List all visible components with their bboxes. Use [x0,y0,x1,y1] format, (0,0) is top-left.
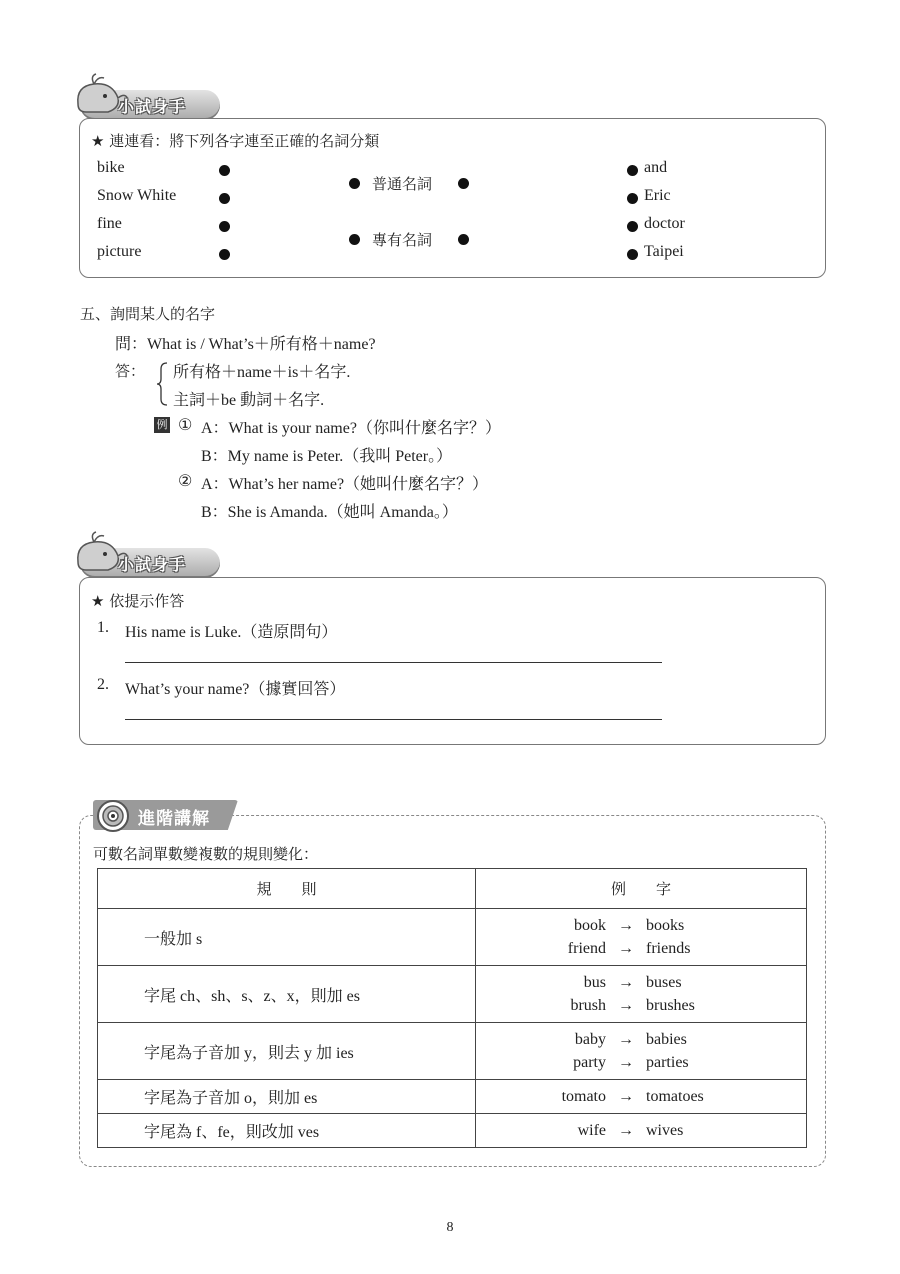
example-1-line-a: A：What is your name?（你叫什麼名字？） [201,420,501,437]
answer-brace [155,361,169,407]
example-cell [476,966,807,1023]
page-number: 8 [446,1220,454,1235]
singular-word: bus [583,974,606,991]
match-dot-left-1[interactable] [219,165,230,176]
category-common-noun: 普通名詞 [372,175,433,193]
matching-instruction: ★ 連連看：將下列各字連至正確的名詞分類 [91,132,380,150]
left-word-1: bike [97,159,125,176]
arrow-icon: → [618,974,634,991]
rule-cell: 字尾為子音加 o，則加 es [98,1080,476,1114]
left-word-3: fine [97,215,122,232]
arrow-icon: → [618,1122,634,1139]
answer-pattern-2: 主詞＋be 動詞＋名字. [173,392,325,409]
answer-line-1[interactable] [125,662,662,663]
table-row [98,1023,807,1080]
plural-word: books [646,917,685,934]
answer-label: 答： [115,362,146,380]
arrow-icon: → [618,1031,634,1048]
example-2-line-b: B：She is Amanda.（她叫 Amanda。） [201,504,458,521]
left-word-2: Snow White [97,187,177,204]
answer-line-2[interactable] [125,719,662,720]
singular-word: tomato [561,1088,606,1105]
table-row [98,909,807,966]
match-dot-left-2[interactable] [219,193,230,204]
example-cell [476,909,807,966]
advanced-badge-title: 進階講解 [138,809,210,829]
example-2-number: ② [178,473,193,490]
singular-word: party [573,1054,606,1071]
match-dot-category-1-left[interactable] [349,178,360,189]
match-dot-left-4[interactable] [219,249,230,260]
table-row [98,966,807,1023]
category-proper-noun: 專有名詞 [372,231,433,249]
match-dot-category-1-right[interactable] [458,178,469,189]
match-dot-right-1[interactable] [627,165,638,176]
match-dot-right-2[interactable] [627,193,638,204]
rule-cell: 字尾為 f、fe，則改加 ves [98,1114,476,1148]
plural-word: buses [646,974,682,991]
item-2-prompt: What’s your name?（據實回答） [125,681,346,698]
example-icon: 例 [154,417,170,433]
table-row [98,1080,807,1114]
plural-word: friends [646,940,691,957]
match-dot-right-3[interactable] [627,221,638,232]
item-1-number: 1. [97,619,109,636]
right-word-3: doctor [644,215,685,232]
advanced-intro: 可數名詞單數變複數的規則變化： [93,845,319,863]
rule-cell: 一般加 s [98,909,476,966]
section-badge-try-it [80,90,220,120]
singular-word: brush [570,997,606,1014]
rule-cell: 字尾為子音加 y，則去 y 加 ies [98,1023,476,1080]
right-word-4: Taipei [644,243,684,260]
match-dot-category-2-right[interactable] [458,234,469,245]
plural-word: parties [646,1054,689,1071]
plural-word: brushes [646,997,695,1014]
plural-rules-table [97,868,807,1148]
right-word-1: and [644,159,668,176]
singular-word: book [574,917,606,934]
arrow-icon: → [618,1054,634,1071]
item-1-prompt: His name is Luke.（造原問句） [125,624,338,641]
header-examples: 例 字 [476,869,807,909]
singular-word: baby [574,1031,606,1048]
plural-word: wives [646,1122,684,1139]
arrow-icon: → [618,1088,634,1105]
answer-pattern-1: 所有格＋name＋is＋名字. [173,364,351,381]
header-rules: 規 則 [98,869,476,909]
target-icon [96,799,130,833]
example-cell [476,1114,807,1148]
arrow-icon: → [618,917,634,934]
arrow-icon: → [618,997,634,1014]
rule-cell: 字尾 ch、sh、s、z、x，則加 es [98,966,476,1023]
answer-instruction: ★ 依提示作答 [91,592,185,610]
right-word-2: Eric [644,187,671,204]
section-heading: 五、詢問某人的名字 [80,305,216,323]
singular-word: friend [567,940,606,957]
arrow-icon: → [618,940,634,957]
singular-word: wife [577,1122,606,1139]
example-1-number: ① [178,417,193,434]
plural-word: tomatoes [646,1088,704,1105]
table-row [98,1114,807,1148]
item-2-number: 2. [97,676,109,693]
section-badge-try-it-2 [80,548,220,578]
example-cell [476,1080,807,1114]
example-1-line-b: B：My name is Peter.（我叫 Peter。） [201,448,453,465]
badge-title: 小試身手 [118,97,187,116]
example-2-line-a: A：What’s her name?（她叫什麼名字？） [201,476,489,493]
badge-title: 小試身手 [118,555,187,574]
plural-word: babies [646,1031,687,1048]
left-word-4: picture [97,243,142,260]
question-pattern: 問：What is / What’s＋所有格＋name? [115,336,376,353]
example-cell [476,1023,807,1080]
match-dot-category-2-left[interactable] [349,234,360,245]
match-dot-left-3[interactable] [219,221,230,232]
match-dot-right-4[interactable] [627,249,638,260]
